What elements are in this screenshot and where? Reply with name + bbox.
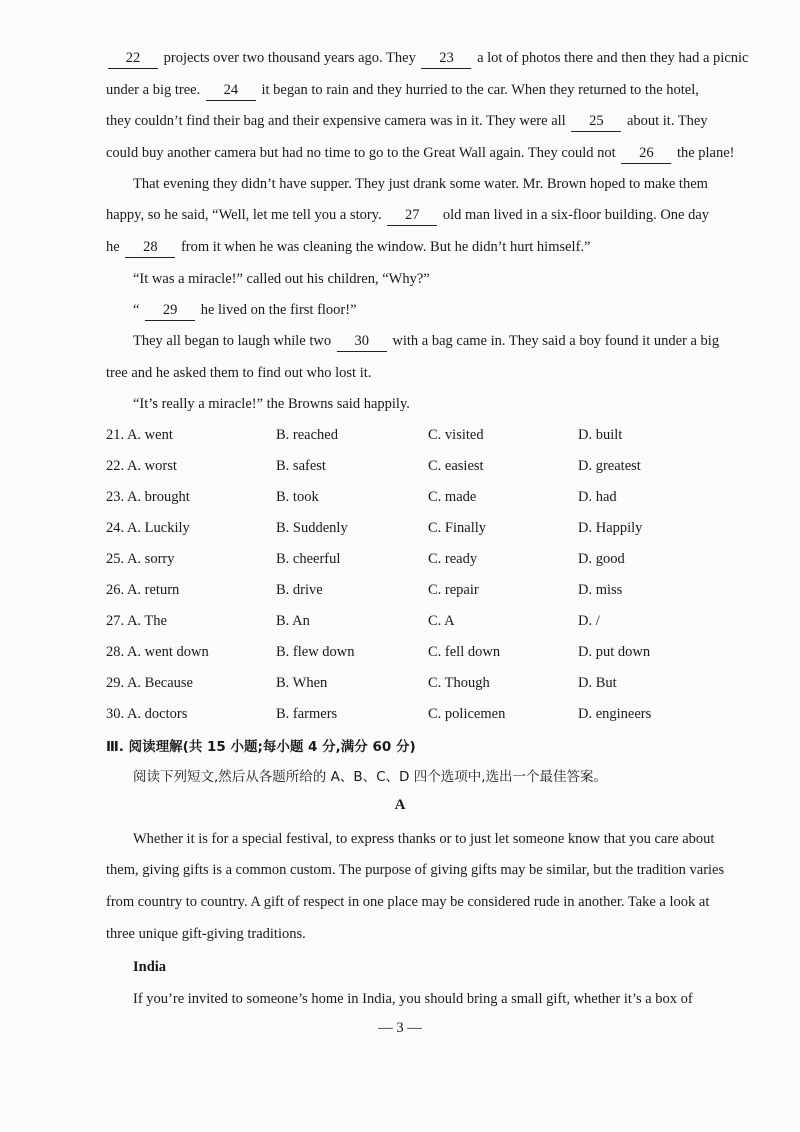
option-c[interactable]: C. repair (428, 582, 479, 598)
option-c[interactable]: C. ready (428, 551, 478, 567)
section-instruction: 阅读下列短文,然后从各题所给的 A、B、C、D 四个选项中,选出一个最佳答案。 (133, 769, 607, 785)
option-d[interactable]: D. had (578, 489, 617, 505)
option-d[interactable]: D. good (578, 551, 625, 567)
option-d[interactable]: D. greatest (578, 458, 641, 474)
option-a[interactable]: 30. A. doctors (106, 706, 188, 722)
option-row-27 (106, 611, 726, 631)
option-row-24 (106, 518, 726, 538)
passage-line-12: “It’s really a miracle!” the Browns said happily. (133, 396, 410, 412)
option-a[interactable]: 24. A. Luckily (106, 520, 190, 536)
passage-line-5: That evening they didn’t have supper. They just drank some water. Mr. Brown hoped to make them (133, 176, 708, 192)
option-row-29 (106, 673, 726, 693)
option-row-23 (106, 487, 726, 507)
passage-line-4: could buy another camera but had no time to go to the Great Wall again. They could not 26 the plane! (106, 143, 735, 164)
blank-26[interactable]: 26 (621, 143, 671, 164)
blank-27[interactable]: 27 (387, 205, 437, 226)
option-a[interactable]: 25. A. sorry (106, 551, 175, 567)
option-b[interactable]: B. drive (276, 582, 323, 598)
option-d[interactable]: D. Happily (578, 520, 643, 536)
section-heading: Ⅲ. 阅读理解(共 15 小题;每小题 4 分,满分 60 分) (106, 739, 416, 755)
option-d[interactable]: D. But (578, 675, 617, 691)
option-a[interactable]: 22. A. worst (106, 458, 177, 474)
option-c[interactable]: C. easiest (428, 458, 484, 474)
option-d[interactable]: D. miss (578, 582, 623, 598)
option-row-30 (106, 704, 726, 724)
page-number: — 3 — (378, 1020, 422, 1036)
option-c[interactable]: C. Though (428, 675, 490, 691)
option-a[interactable]: 29. A. Because (106, 675, 193, 691)
passage-line-6: happy, so he said, “Well, let me tell you a story. 27 old man lived in a six-floor building. One day (106, 205, 709, 226)
option-b[interactable]: B. flew down (276, 644, 355, 660)
passage-a-line-3: from country to country. A gift of respect in one place may be considered rude in another. Take a look at (106, 894, 710, 910)
blank-25[interactable]: 25 (571, 111, 621, 132)
option-row-26 (106, 580, 726, 600)
option-row-25 (106, 549, 726, 569)
option-b[interactable]: B. took (276, 489, 319, 505)
passage-label: A (394, 797, 406, 813)
passage-line-3: they couldn’t find their bag and their expensive camera was in it. They were all 25 about it. They (106, 111, 708, 132)
option-c[interactable]: C. Finally (428, 520, 487, 536)
passage-line-9: “ 29 he lived on the first floor!” (133, 300, 357, 321)
option-b[interactable]: B. When (276, 675, 328, 691)
passage-line-2: under a big tree. 24 it began to rain and they hurried to the car. When they returned to the hotel, (106, 80, 699, 101)
option-b[interactable]: B. farmers (276, 706, 338, 722)
blank-23[interactable]: 23 (421, 48, 471, 69)
passage-a-line-5: If you’re invited to someone’s home in India, you should bring a small gift, whether it’s a box of (133, 991, 693, 1007)
option-b[interactable]: B. reached (276, 427, 338, 443)
passage-line-8: “It was a miracle!” called out his children, “Why?” (133, 271, 430, 287)
blank-28[interactable]: 28 (125, 237, 175, 258)
option-a[interactable]: 26. A. return (106, 582, 180, 598)
passage-a-line-1: Whether it is for a special festival, to express thanks or to just let someone know that you care about (133, 831, 715, 847)
blank-30[interactable]: 30 (337, 331, 387, 352)
option-c[interactable]: C. A (428, 613, 455, 629)
option-c[interactable]: C. made (428, 489, 477, 505)
option-b[interactable]: B. Suddenly (276, 520, 348, 536)
option-a[interactable]: 21. A. went (106, 427, 173, 443)
passage-line-10: They all began to laugh while two 30 with a bag came in. They said a boy found it under a big (133, 331, 719, 352)
option-c[interactable]: C. fell down (428, 644, 501, 660)
option-a[interactable]: 28. A. went down (106, 644, 209, 660)
passage-line-11: tree and he asked them to find out who lost it. (106, 365, 372, 381)
option-d[interactable]: D. / (578, 613, 600, 629)
passage-a-line-4: three unique gift-giving traditions. (106, 926, 306, 942)
option-row-22 (106, 456, 726, 476)
option-d[interactable]: D. built (578, 427, 623, 443)
option-a[interactable]: 27. A. The (106, 613, 167, 629)
option-row-21 (106, 425, 726, 445)
option-b[interactable]: B. An (276, 613, 310, 629)
passage-a-line-2: them, giving gifts is a common custom. The purpose of giving gifts may be similar, but the tradition varies (106, 862, 725, 878)
blank-22[interactable]: 22 (108, 48, 158, 69)
option-b[interactable]: B. safest (276, 458, 326, 474)
option-a[interactable]: 23. A. brought (106, 489, 190, 505)
option-d[interactable]: D. put down (578, 644, 651, 660)
passage-line-7: he 28 from it when he was cleaning the window. But he didn’t hurt himself.” (106, 237, 590, 258)
option-c[interactable]: C. policemen (428, 706, 506, 722)
option-b[interactable]: B. cheerful (276, 551, 341, 567)
option-row-28 (106, 642, 726, 662)
blank-29[interactable]: 29 (145, 300, 195, 321)
blank-24[interactable]: 24 (206, 80, 256, 101)
option-c[interactable]: C. visited (428, 427, 484, 443)
subheading-india: India (133, 959, 167, 975)
passage-line-1: 22 projects over two thousand years ago. They 23 a lot of photos there and then they had a picnic (106, 48, 748, 69)
option-d[interactable]: D. engineers (578, 706, 652, 722)
